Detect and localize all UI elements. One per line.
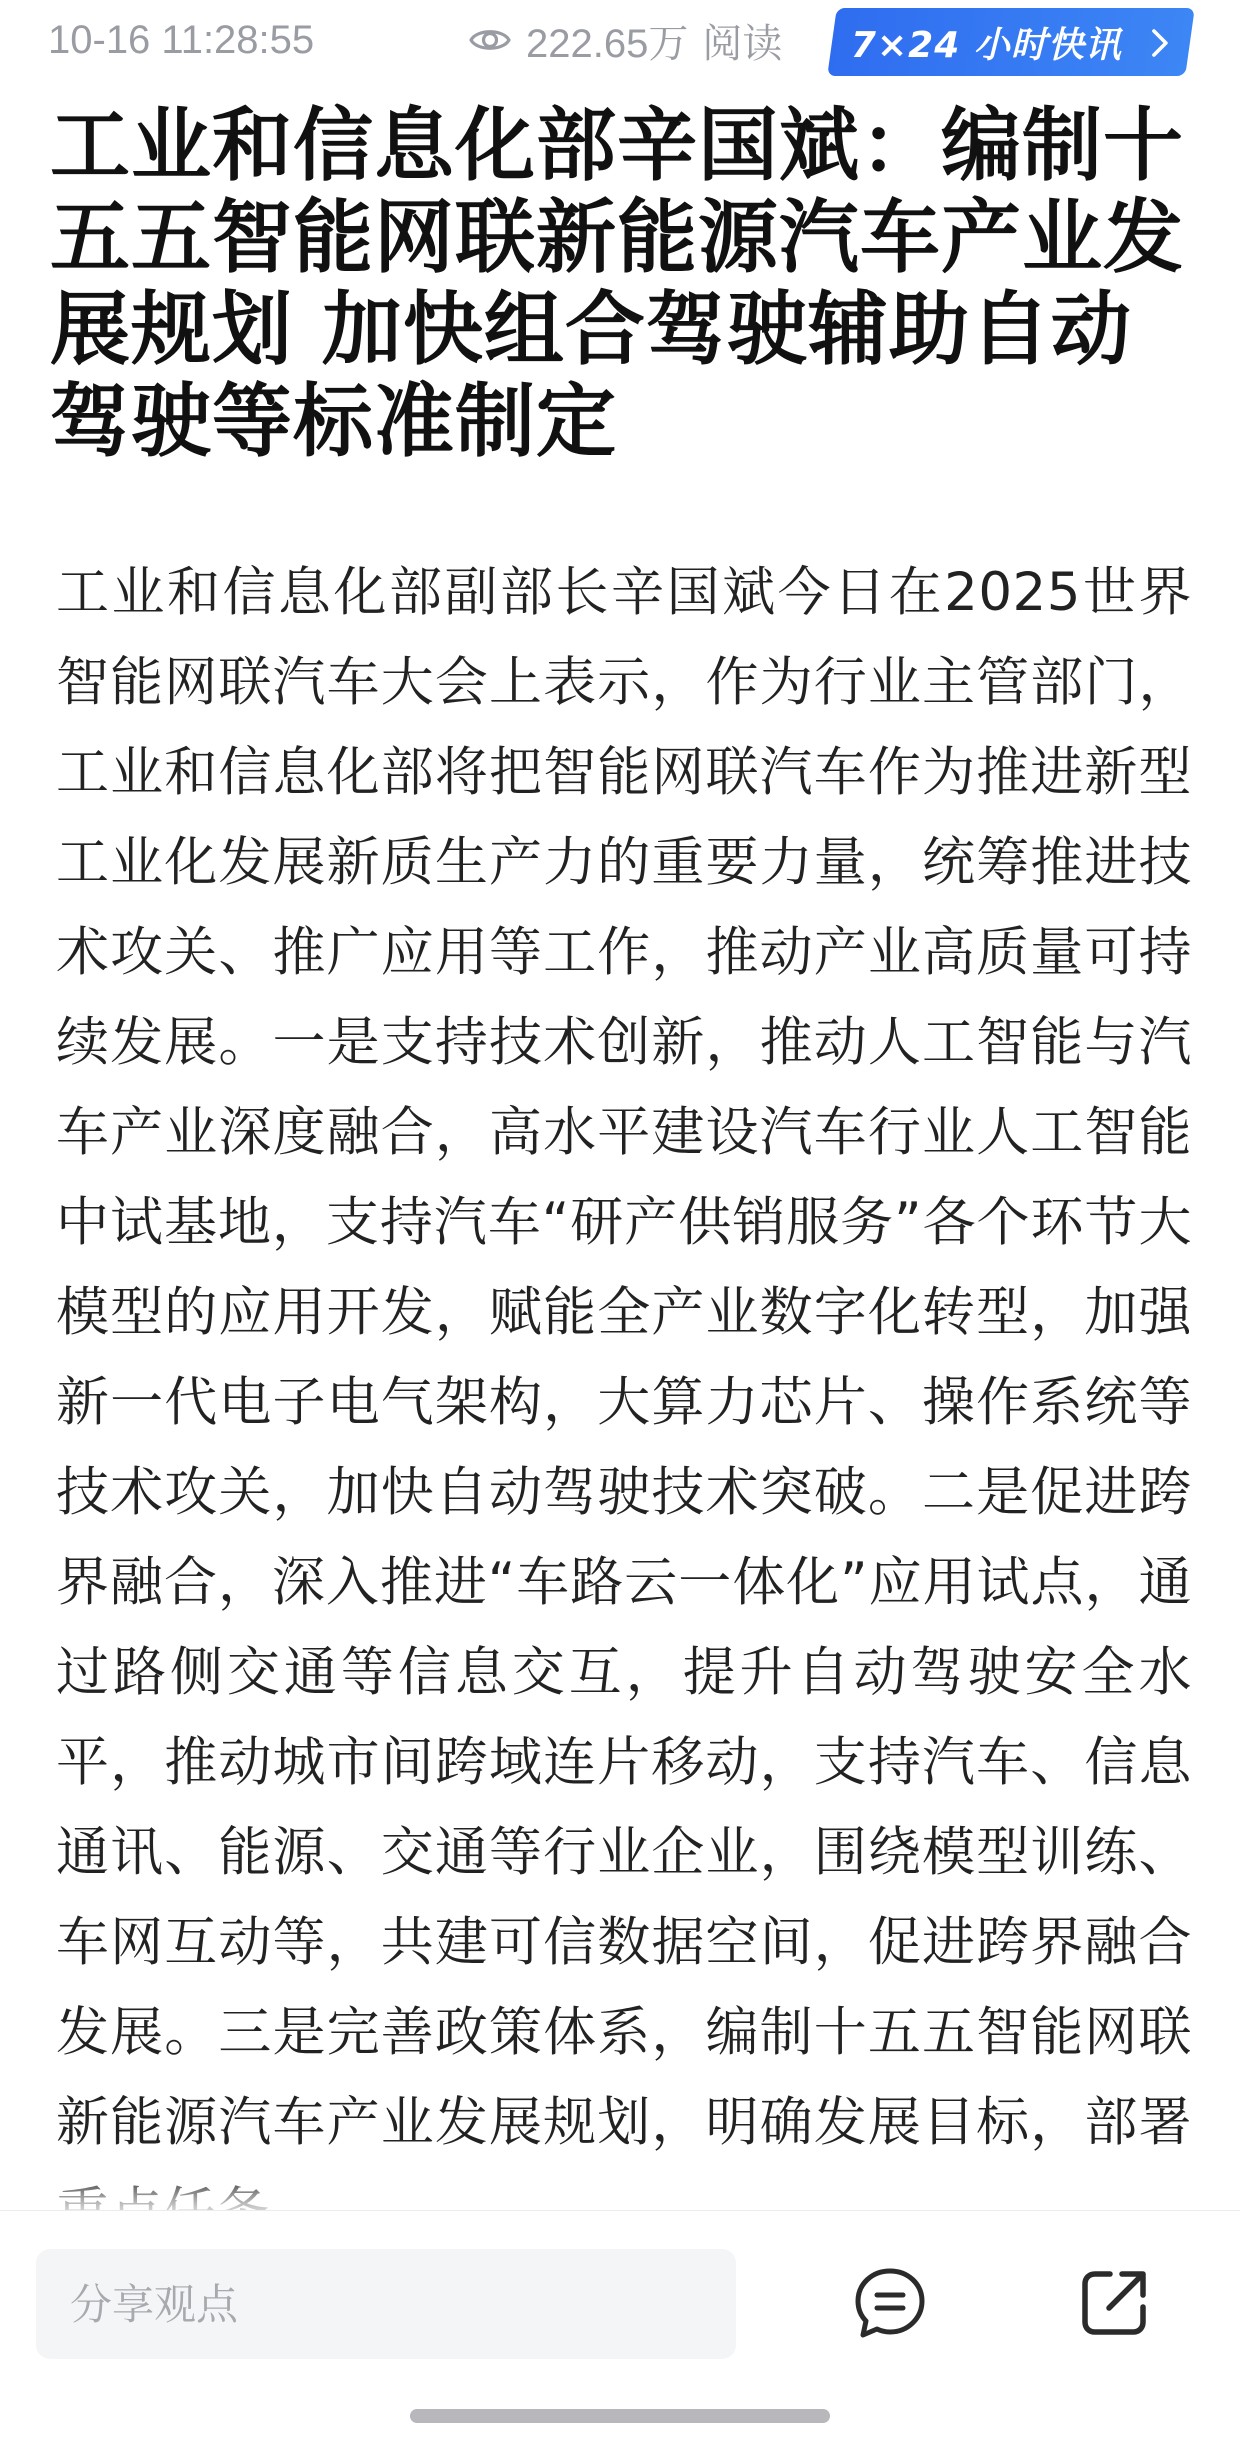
flash-news-label: 7×24 小时快讯 <box>850 24 1122 66</box>
share-button[interactable] <box>1076 2267 1152 2343</box>
comment-button[interactable] <box>852 2267 928 2343</box>
publish-timestamp: 10-16 11:28:55 <box>48 18 315 62</box>
article-body: 工业和信息化部副部长辛国斌今日在2025世界智能网联汽车大会上表示，作为行业主管部门，工业和信息化部将把智能网联汽车作为推进新型工业化发展新质生产力的重要力量，统筹推进技术攻关、推广应用等工作，推动产业高质量可持续发展。一是支持技术创新，推动人工智能与汽车产业深度融合，高水平建设汽车行业人工智能中试基地，支持汽车“研产供销服务”各个环节大模型的应用开发，赋能全产业数字化转型，加强新一代电子电气架构，大算力芯片、操作系统等技术攻关，加快自动驾驶技术突破。二是促进跨界融合，深入推进“车路云一体化”应用试点，通过路侧交通等信息交互，提升自动驾驶安全水平，推动城市间跨域连片移动，支持汽车、信息通讯、能源、交通等行业企业，围绕模型训练、车网互动等，共建可信数据空间，促进跨界融合发展。三是完善政策体系，编制十五五智能网联新能源汽车产业发展规划，明确发展目标，部署 <box>56 562 1192 2153</box>
article-meta-row <box>0 0 1240 80</box>
view-count <box>468 14 782 66</box>
flash-news-button[interactable] <box>827 8 1195 76</box>
view-count-value: 222.65万 <box>526 21 689 66</box>
article-headline: 工业和信息化部辛国斌：编制十五五智能网联新能源汽车产业发展规划 加快组合驾驶辅助自动驾驶等标准制定 <box>50 99 1184 468</box>
eye-icon <box>468 18 512 62</box>
share-external-icon <box>1076 2265 1152 2345</box>
comment-input[interactable] <box>36 2249 736 2359</box>
bottom-action-bar <box>0 2210 1240 2450</box>
home-indicator[interactable] <box>410 2409 830 2423</box>
view-count-label: 阅读 <box>702 21 783 66</box>
comment-bubble-icon <box>852 2265 928 2345</box>
chevron-right-icon <box>1147 26 1171 58</box>
